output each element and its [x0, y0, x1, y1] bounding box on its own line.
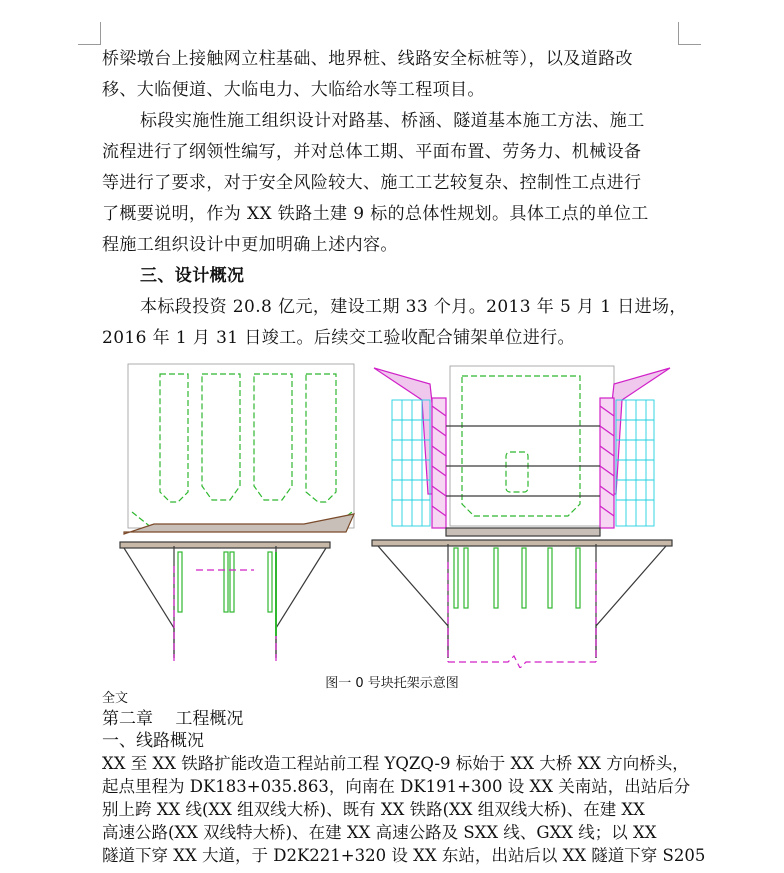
section-title: 一、线路概况 [102, 731, 204, 751]
body-line: 起点里程为 DK183+035.863，向南在 DK191+300 设 XX 关南站，出站后分 [102, 777, 691, 796]
full-text-label: 全文 [102, 691, 129, 706]
para-line: 标段实施性施工组织设计对路基、桥涵、隧道基本施工方法、施工 [140, 111, 645, 131]
para-line: 2016 年 1 月 31 日竣工。后续交工验收配合铺架单位进行。 [102, 328, 575, 348]
para-line: 流程进行了纲领性编写，并对总体工期、平面布置、劳务力、机械设备 [102, 142, 642, 162]
body-line: 别上跨 XX 线(XX 组双线大桥)、既有 XX 铁路(XX 组双线大桥)、在建 XX [102, 800, 645, 819]
lower-text-block [102, 690, 706, 867]
body-line: XX 至 XX 铁路扩能改造工程站前工程 YQZQ-9 标始于 XX 大桥 XX 方向桥头， [102, 754, 689, 773]
para-line: 桥梁墩台上接触网立柱基础、地界桩、线路安全标桩等），以及道路改 [102, 49, 633, 69]
bracket-diagram [102, 356, 682, 668]
figure-caption: 图一 0 号块托架示意图 [325, 676, 459, 691]
body-line: 隧道下穿 XX 大道，于 D2K221+320 设 XX 东站，出站后以 XX 隧道下穿 S205 [102, 846, 706, 865]
page-corner-mark-top-left [78, 22, 101, 45]
section-heading: 三、设计概况 [140, 266, 245, 286]
right-bracket-drawing [372, 366, 672, 668]
para-line: 本标段投资 20.8 亿元，建设工期 33 个月。2013 年 5 月 1 日进场， [140, 297, 687, 317]
page-corner-mark-top-right [678, 22, 701, 45]
para-line: 了概要说明，作为 XX 铁路土建 9 标的总体性规划。具体工点的单位工 [102, 204, 649, 224]
document-page [102, 44, 687, 354]
left-bracket-drawing [120, 364, 354, 662]
para-line: 程施工组织设计中更加明确上述内容。 [102, 235, 398, 255]
para-line: 移、大临便道、大临电力、大临给水等工程项目。 [102, 80, 485, 100]
chapter-title: 第二章 工程概况 [102, 709, 244, 729]
body-line: 高速公路(XX 双线特大桥)、在建 XX 高速公路及 SXX 线、GXX 线；以 XX [102, 823, 657, 842]
para-line: 等进行了要求，对于安全风险较大、施工工艺较复杂、控制性工点进行 [102, 173, 642, 193]
